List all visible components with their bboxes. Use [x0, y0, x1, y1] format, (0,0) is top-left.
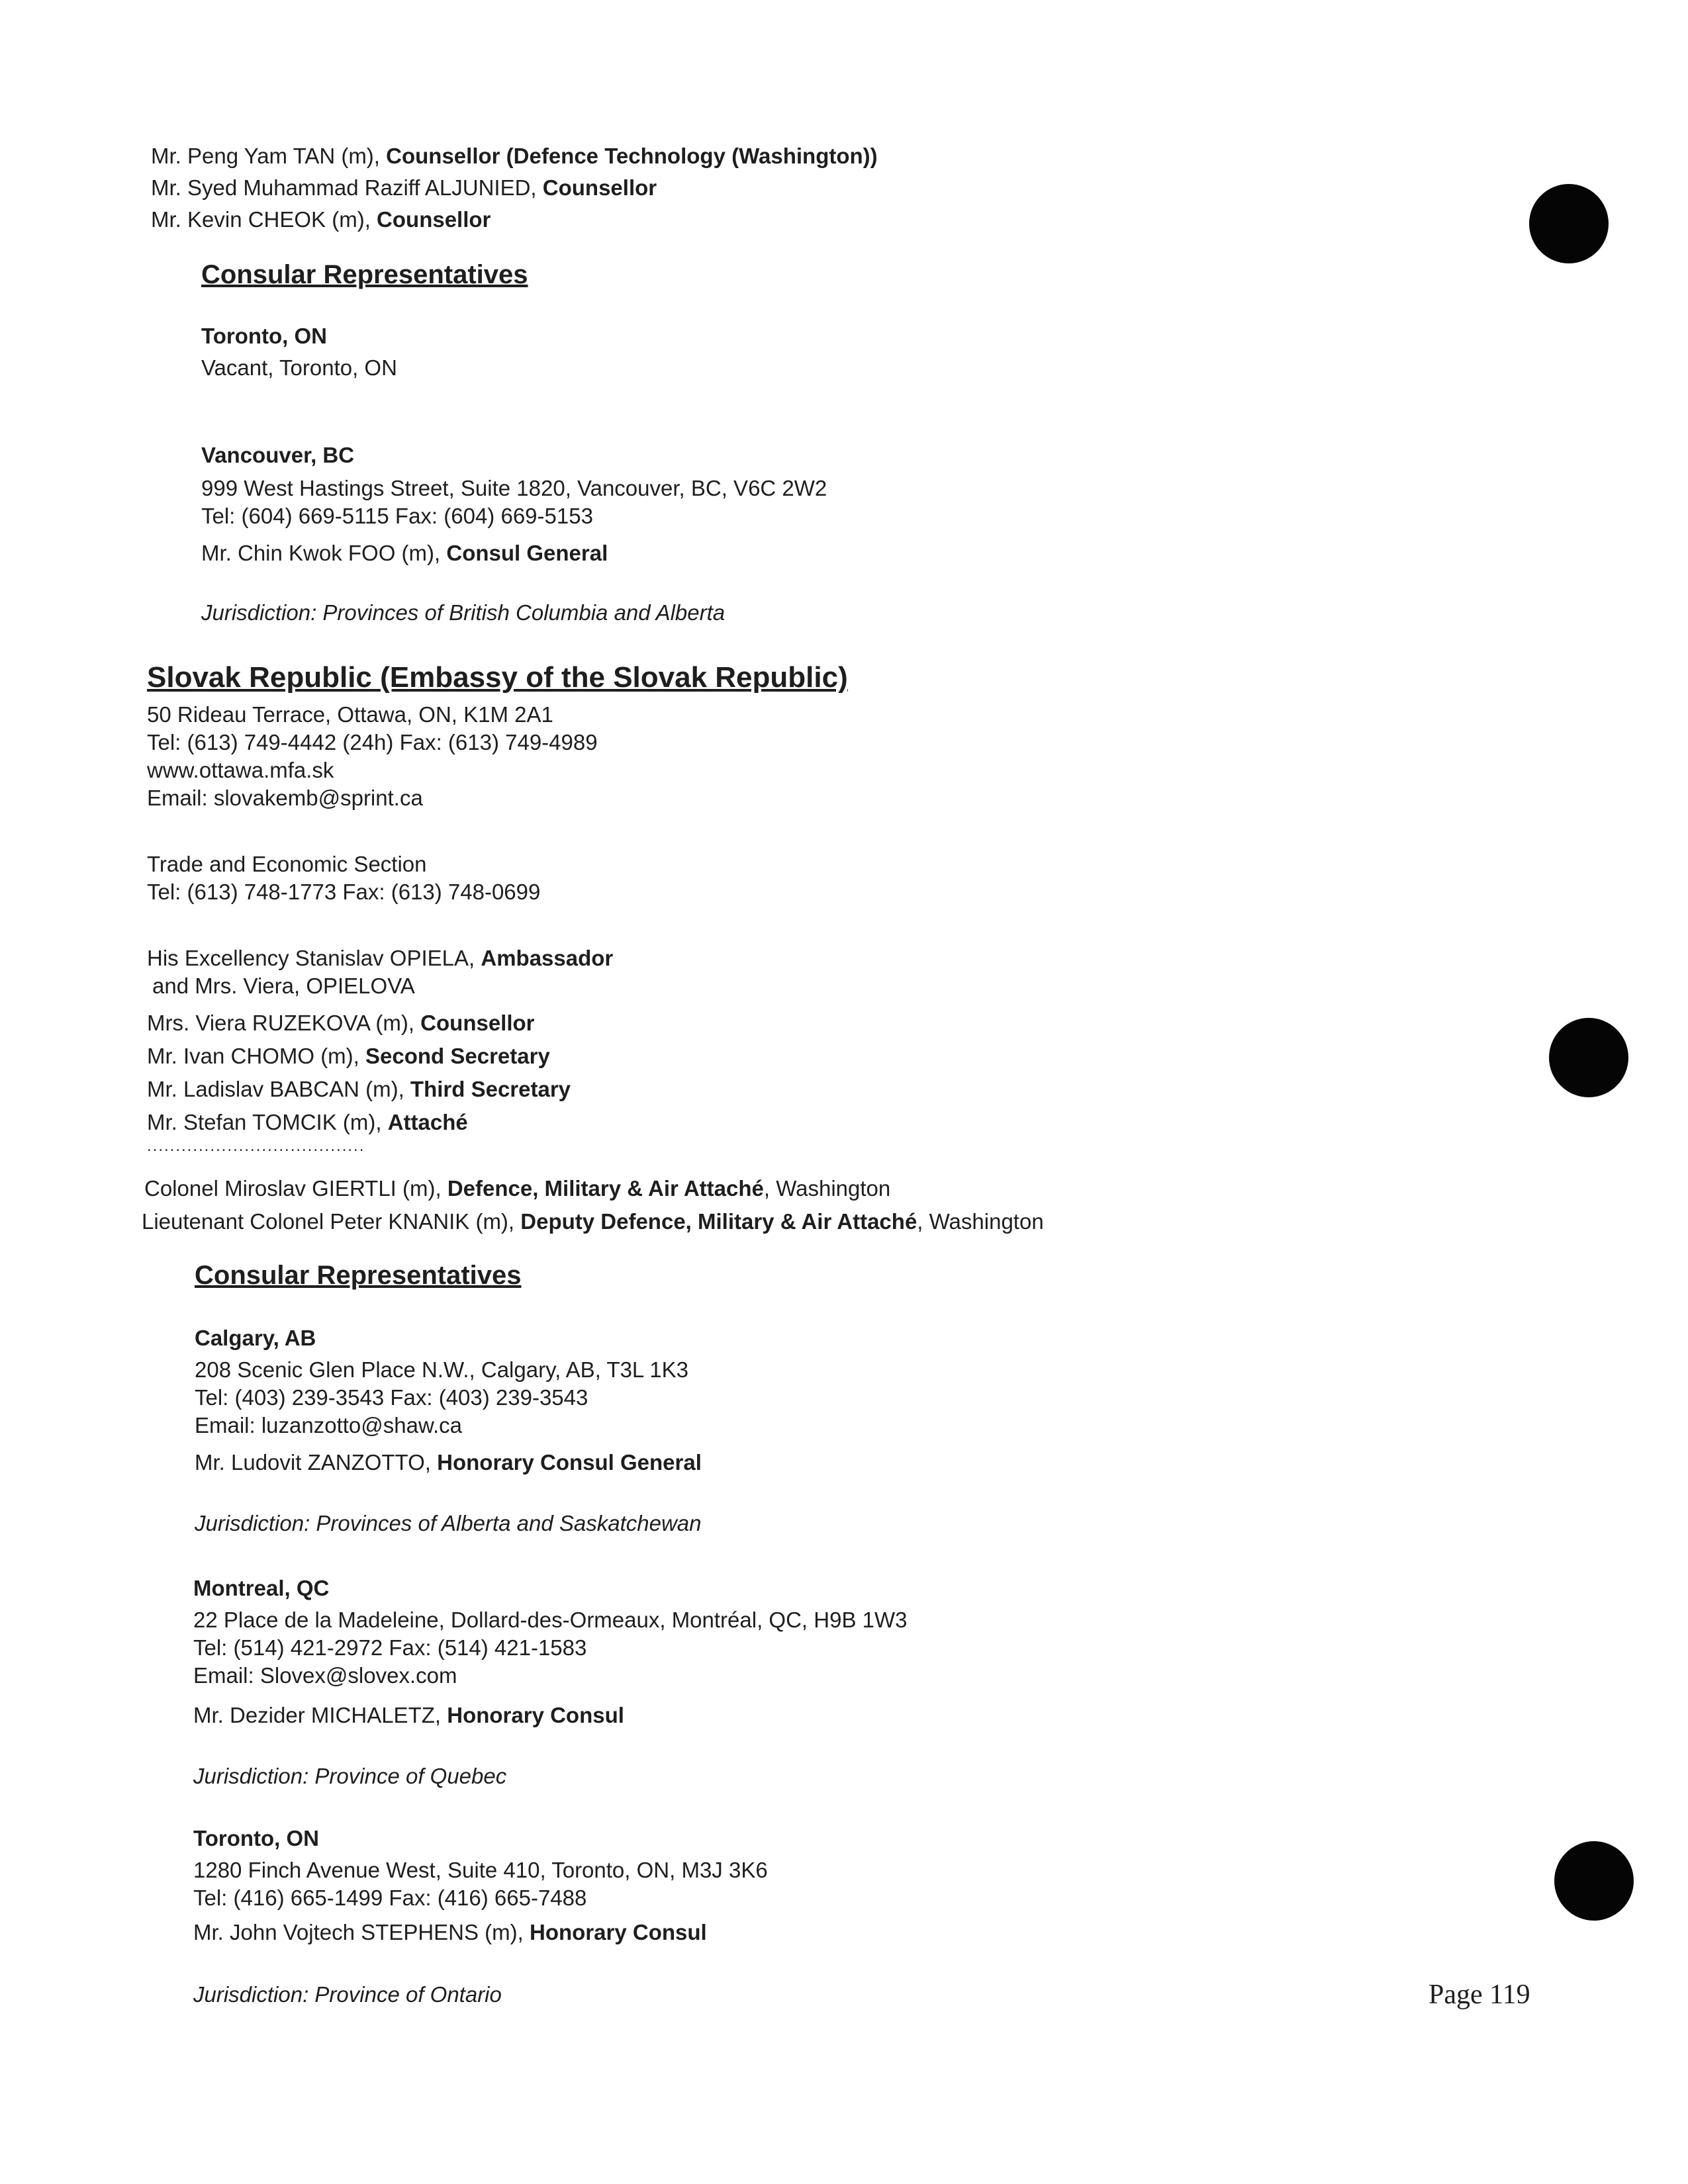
staff-title: Attaché [387, 1110, 468, 1134]
email: Email: Slovex@slovex.com [193, 1663, 457, 1688]
staff-title: Counsellor [542, 175, 657, 200]
jurisdiction: Jurisdiction: Province of Quebec [193, 1764, 507, 1788]
staff-title: Counsellor [420, 1011, 535, 1035]
punch-hole [1554, 1841, 1634, 1921]
attache-location: , Washington [917, 1209, 1044, 1234]
consul-name: Mr. Ludovit ZANZOTTO, [195, 1450, 438, 1475]
consular-heading: Consular Representatives [195, 1261, 522, 1290]
attache-title: Defence, Military & Air Attaché [447, 1176, 764, 1201]
address: 1280 Finch Avenue West, Suite 410, Toronto, ON, M3J 3K6 [193, 1858, 768, 1882]
staff-line [147, 1010, 535, 1036]
attache-name: Colonel Miroslav GIERTLI (m), [144, 1176, 447, 1201]
embassy-website: www.ottawa.mfa.sk [147, 758, 334, 782]
trade-section-label: Trade and Economic Section [147, 852, 427, 876]
staff-name: Mr. Peng Yam TAN (m), [151, 144, 387, 168]
phone-fax: Tel: (604) 669-5115 Fax: (604) 669-5153 [201, 504, 593, 528]
attache-line [144, 1175, 890, 1202]
staff-name: Mr. Kevin CHEOK (m), [151, 207, 377, 232]
staff-line [147, 1043, 550, 1069]
ambassador-spouse: and Mrs. Viera, OPIELOVA [152, 974, 415, 998]
punch-hole [1529, 184, 1609, 263]
page-number: Page 119 [1429, 1979, 1530, 2010]
ambassador-title: Ambassador [481, 946, 614, 970]
attache-title: Deputy Defence, Military & Air Attaché [520, 1209, 917, 1234]
staff-name: Mr. Stefan TOMCIK (m), [147, 1110, 388, 1134]
staff-name: Mr. Syed Muhammad Raziff ALJUNIED, [151, 175, 543, 200]
city-heading: Calgary, AB [195, 1326, 316, 1350]
jurisdiction: Jurisdiction: Province of Ontario [193, 1982, 502, 2007]
address: 22 Place de la Madeleine, Dollard-des-Ormeaux, Montréal, QC, H9B 1W3 [193, 1608, 908, 1632]
phone-fax: Tel: (514) 421-2972 Fax: (514) 421-1583 [193, 1635, 587, 1660]
consul-title: Honorary Consul [447, 1703, 624, 1727]
staff-line [147, 1109, 468, 1136]
punch-hole [1549, 1018, 1628, 1097]
consul-title: Honorary Consul General [437, 1450, 702, 1475]
staff-title: Third Secretary [410, 1077, 571, 1101]
consul-title: Consul General [446, 541, 608, 565]
city-heading: Montreal, QC [193, 1576, 330, 1600]
attache-line [142, 1208, 1044, 1235]
consul-title: Honorary Consul [530, 1920, 707, 1944]
dotted-separator: ...................................... [147, 1137, 365, 1155]
phone-fax: Tel: (403) 239-3543 Fax: (403) 239-3543 [195, 1385, 588, 1410]
phone-fax: Tel: (416) 665-1499 Fax: (416) 665-7488 [193, 1886, 587, 1910]
staff-name: Mrs. Viera RUZEKOVA (m), [147, 1011, 421, 1035]
consul-name: Mr. Dezider MICHALETZ, [193, 1703, 447, 1727]
city-heading: Toronto, ON [201, 324, 328, 348]
ambassador-line [147, 945, 613, 972]
staff-title: Second Secretary [365, 1044, 550, 1068]
staff-title: Counsellor (Defence Technology (Washington)) [386, 144, 878, 168]
consular-heading: Consular Representatives [201, 260, 528, 289]
ambassador-name: His Excellency Stanislav OPIELA, [147, 946, 481, 970]
jurisdiction: Jurisdiction: Provinces of British Columbia and Alberta [201, 600, 726, 625]
trade-section-phone: Tel: (613) 748-1773 Fax: (613) 748-0699 [147, 880, 541, 904]
consulate-text: Vacant, Toronto, ON [201, 355, 397, 380]
staff-line [147, 1076, 571, 1103]
staff-name: Mr. Ladislav BABCAN (m), [147, 1077, 410, 1101]
attache-name: Lieutenant Colonel Peter KNANIK (m), [142, 1209, 521, 1234]
country-heading: Slovak Republic (Embassy of the Slovak Republic) [147, 661, 848, 694]
consul-line [195, 1449, 702, 1476]
embassy-email: Email: slovakemb@sprint.ca [147, 786, 423, 810]
staff-title: Counsellor [377, 207, 491, 232]
consul-line [193, 1919, 707, 1946]
staff-name: Mr. Ivan CHOMO (m), [147, 1044, 365, 1068]
consul-line [201, 540, 608, 567]
email: Email: luzanzotto@shaw.ca [195, 1413, 463, 1437]
consul-line [193, 1702, 624, 1729]
address: 208 Scenic Glen Place N.W., Calgary, AB, T3L 1K3 [195, 1357, 688, 1382]
staff-line-tan [151, 143, 878, 169]
embassy-address: 50 Rideau Terrace, Ottawa, ON, K1M 2A1 [147, 702, 553, 727]
city-heading: Toronto, ON [193, 1826, 320, 1850]
consul-name: Mr. Chin Kwok FOO (m), [201, 541, 447, 565]
attache-location: , Washington [763, 1176, 891, 1201]
consul-name: Mr. John Vojtech STEPHENS (m), [193, 1920, 530, 1944]
staff-line-aljunied [151, 175, 657, 201]
address: 999 West Hastings Street, Suite 1820, Vancouver, BC, V6C 2W2 [201, 476, 827, 500]
staff-line-cheok [151, 206, 491, 233]
city-heading: Vancouver, BC [201, 443, 355, 467]
jurisdiction: Jurisdiction: Provinces of Alberta and Saskatchewan [195, 1511, 702, 1535]
embassy-phone: Tel: (613) 749-4442 (24h) Fax: (613) 749-4989 [147, 730, 598, 754]
